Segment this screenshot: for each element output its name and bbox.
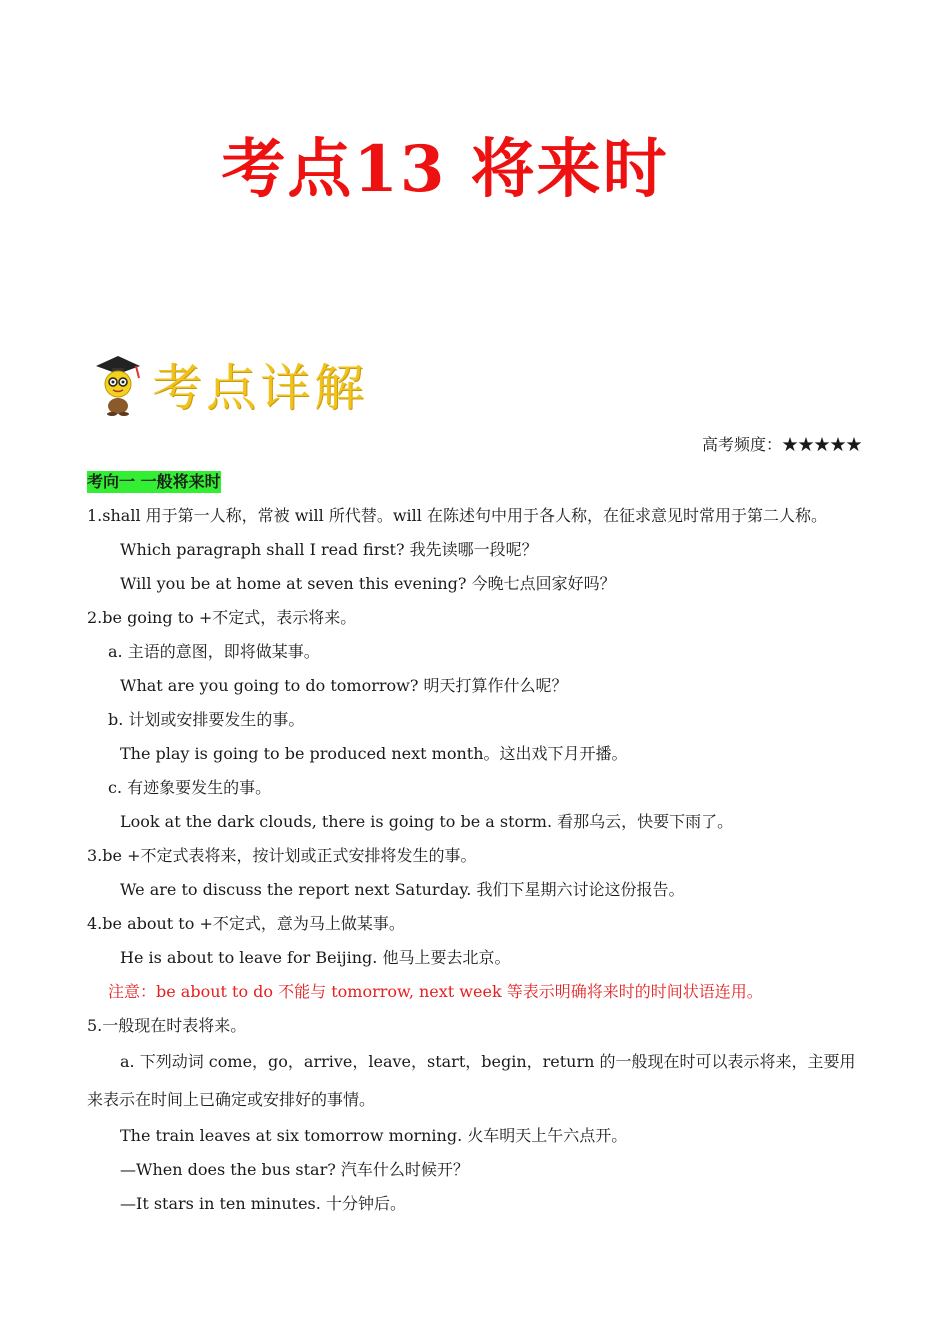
section-banner (92, 348, 368, 420)
rule-2: 2.be going to +不定式，表示将来。 (87, 608, 357, 627)
example-sentence: Which paragraph shall I read first? 我先读哪一段呢？ (120, 540, 538, 559)
note-text: 注意：be about to do 不能与 tomorrow, next week 等表示明确将来时的时间状语连用。 (108, 982, 763, 1001)
banner-title: 考点详解 (152, 359, 368, 417)
frequency-label: 高考频度： (701, 435, 782, 454)
frequency-rating (702, 432, 862, 455)
rule-1: 1.shall 用于第一人称，常被 will 所代替。will 在陈述句中用于各人称，在征求意见时常用于第二人称。 (87, 506, 827, 525)
example-sentence: He is about to leave for Beijing. 他马上要去北京。 (120, 948, 511, 967)
section-heading-row (87, 465, 867, 499)
sub-rule-a-text: a. 下列动词 come，go，arrive，leave，start，begin，return 的一般现在时可以表示将来，主要用来表示在时间上已确定或安排好的事情。 (87, 1052, 856, 1109)
star-rating: ★★★★★ (781, 435, 862, 454)
rule-5: 5.一般现在时表将来。 (87, 1016, 247, 1035)
sub-rule-a-wrapped (87, 1043, 867, 1119)
page-title: 考点13 将来时 (221, 132, 669, 207)
section-heading: 考向一 一般将来时 (87, 472, 221, 491)
example-sentence: The train leaves at six tomorrow morning. 火车明天上午六点开。 (120, 1126, 628, 1145)
dialogue-line: —When does the bus star? 汽车什么时候开？ (120, 1160, 469, 1179)
sub-rule-a: a. 主语的意图，即将做某事。 (108, 642, 320, 661)
example-sentence: Look at the dark clouds, there is going to be a storm. 看那乌云，快要下雨了。 (120, 812, 734, 831)
lesson-content (87, 465, 867, 1221)
example-sentence: We are to discuss the report next Saturday. 我们下星期六讨论这份报告。 (120, 880, 685, 899)
rule-3: 3.be +不定式表将来，按计划或正式安排将发生的事。 (87, 846, 477, 865)
example-sentence: The play is going to be produced next month。这出戏下月开播。 (120, 744, 628, 763)
sub-rule-c: c. 有迹象要发生的事。 (108, 778, 272, 797)
sub-rule-b: b. 计划或安排要发生的事。 (108, 710, 305, 729)
rule-4: 4.be about to +不定式，意为马上做某事。 (87, 914, 405, 933)
graduate-mascot-icon (92, 352, 144, 416)
example-sentence: What are you going to do tomorrow? 明天打算作什么呢？ (120, 676, 568, 695)
dialogue-line: —It stars in ten minutes. 十分钟后。 (120, 1194, 406, 1213)
example-sentence: Will you be at home at seven this evening? 今晚七点回家好吗？ (120, 574, 616, 593)
